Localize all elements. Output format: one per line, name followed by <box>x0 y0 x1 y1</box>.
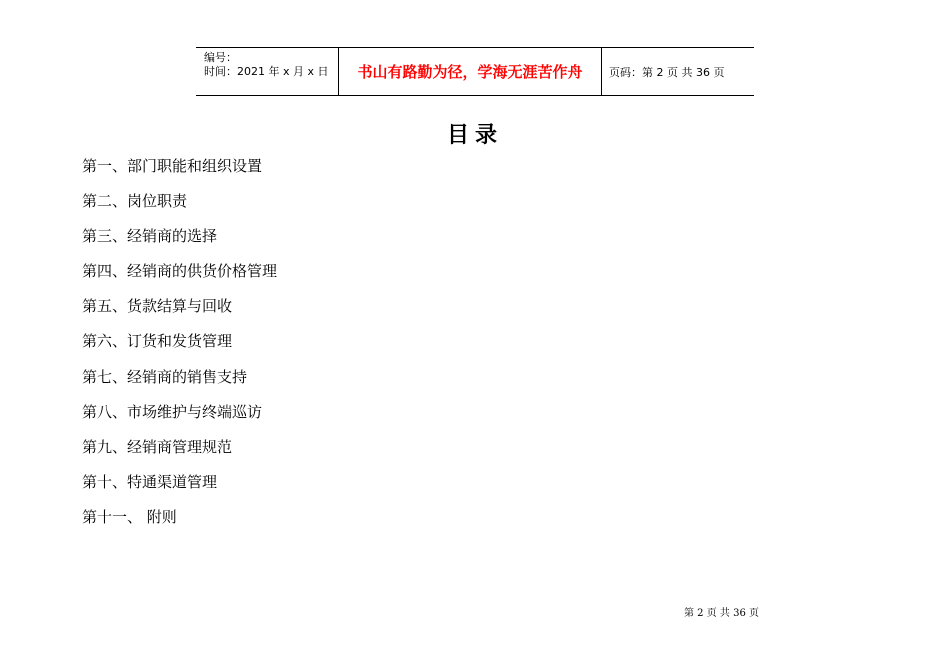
document-time-label: 时间：2021 年 x 月 x 日 <box>204 65 329 78</box>
toc-item: 第十、特通渠道管理 <box>82 472 218 491</box>
header-page-cell <box>602 48 754 95</box>
toc-item: 第一、部门职能和组织设置 <box>82 157 263 175</box>
toc-item: 第七、经销商的销售支持 <box>82 367 248 386</box>
toc-item: 第六、订货和发货管理 <box>82 332 233 351</box>
header-page-info: 页码：第 2 页 共 36 页 <box>609 65 725 79</box>
toc-item: 第四、经销商的供货价格管理 <box>82 262 278 281</box>
header-motto: 书山有路勤为径，学海无涯苦作舟 <box>357 63 583 81</box>
toc-item: 第五、货款结算与回收 <box>82 297 233 316</box>
toc-list <box>82 155 277 541</box>
document-header <box>196 47 754 96</box>
page-footer: 第 2 页 共 36 页 <box>684 608 759 619</box>
header-meta-cell <box>196 48 339 95</box>
document-number-label: 编号： <box>204 51 237 64</box>
toc-item: 第十一、 附则 <box>82 507 177 526</box>
header-motto-cell <box>339 48 602 95</box>
toc-item: 第八、市场维护与终端巡访 <box>82 402 263 421</box>
toc-item: 第三、经销商的选择 <box>82 227 218 246</box>
toc-item: 第二、岗位职责 <box>82 192 188 211</box>
toc-title: 目录 <box>446 123 503 148</box>
toc-item: 第九、经销商管理规范 <box>82 437 233 456</box>
